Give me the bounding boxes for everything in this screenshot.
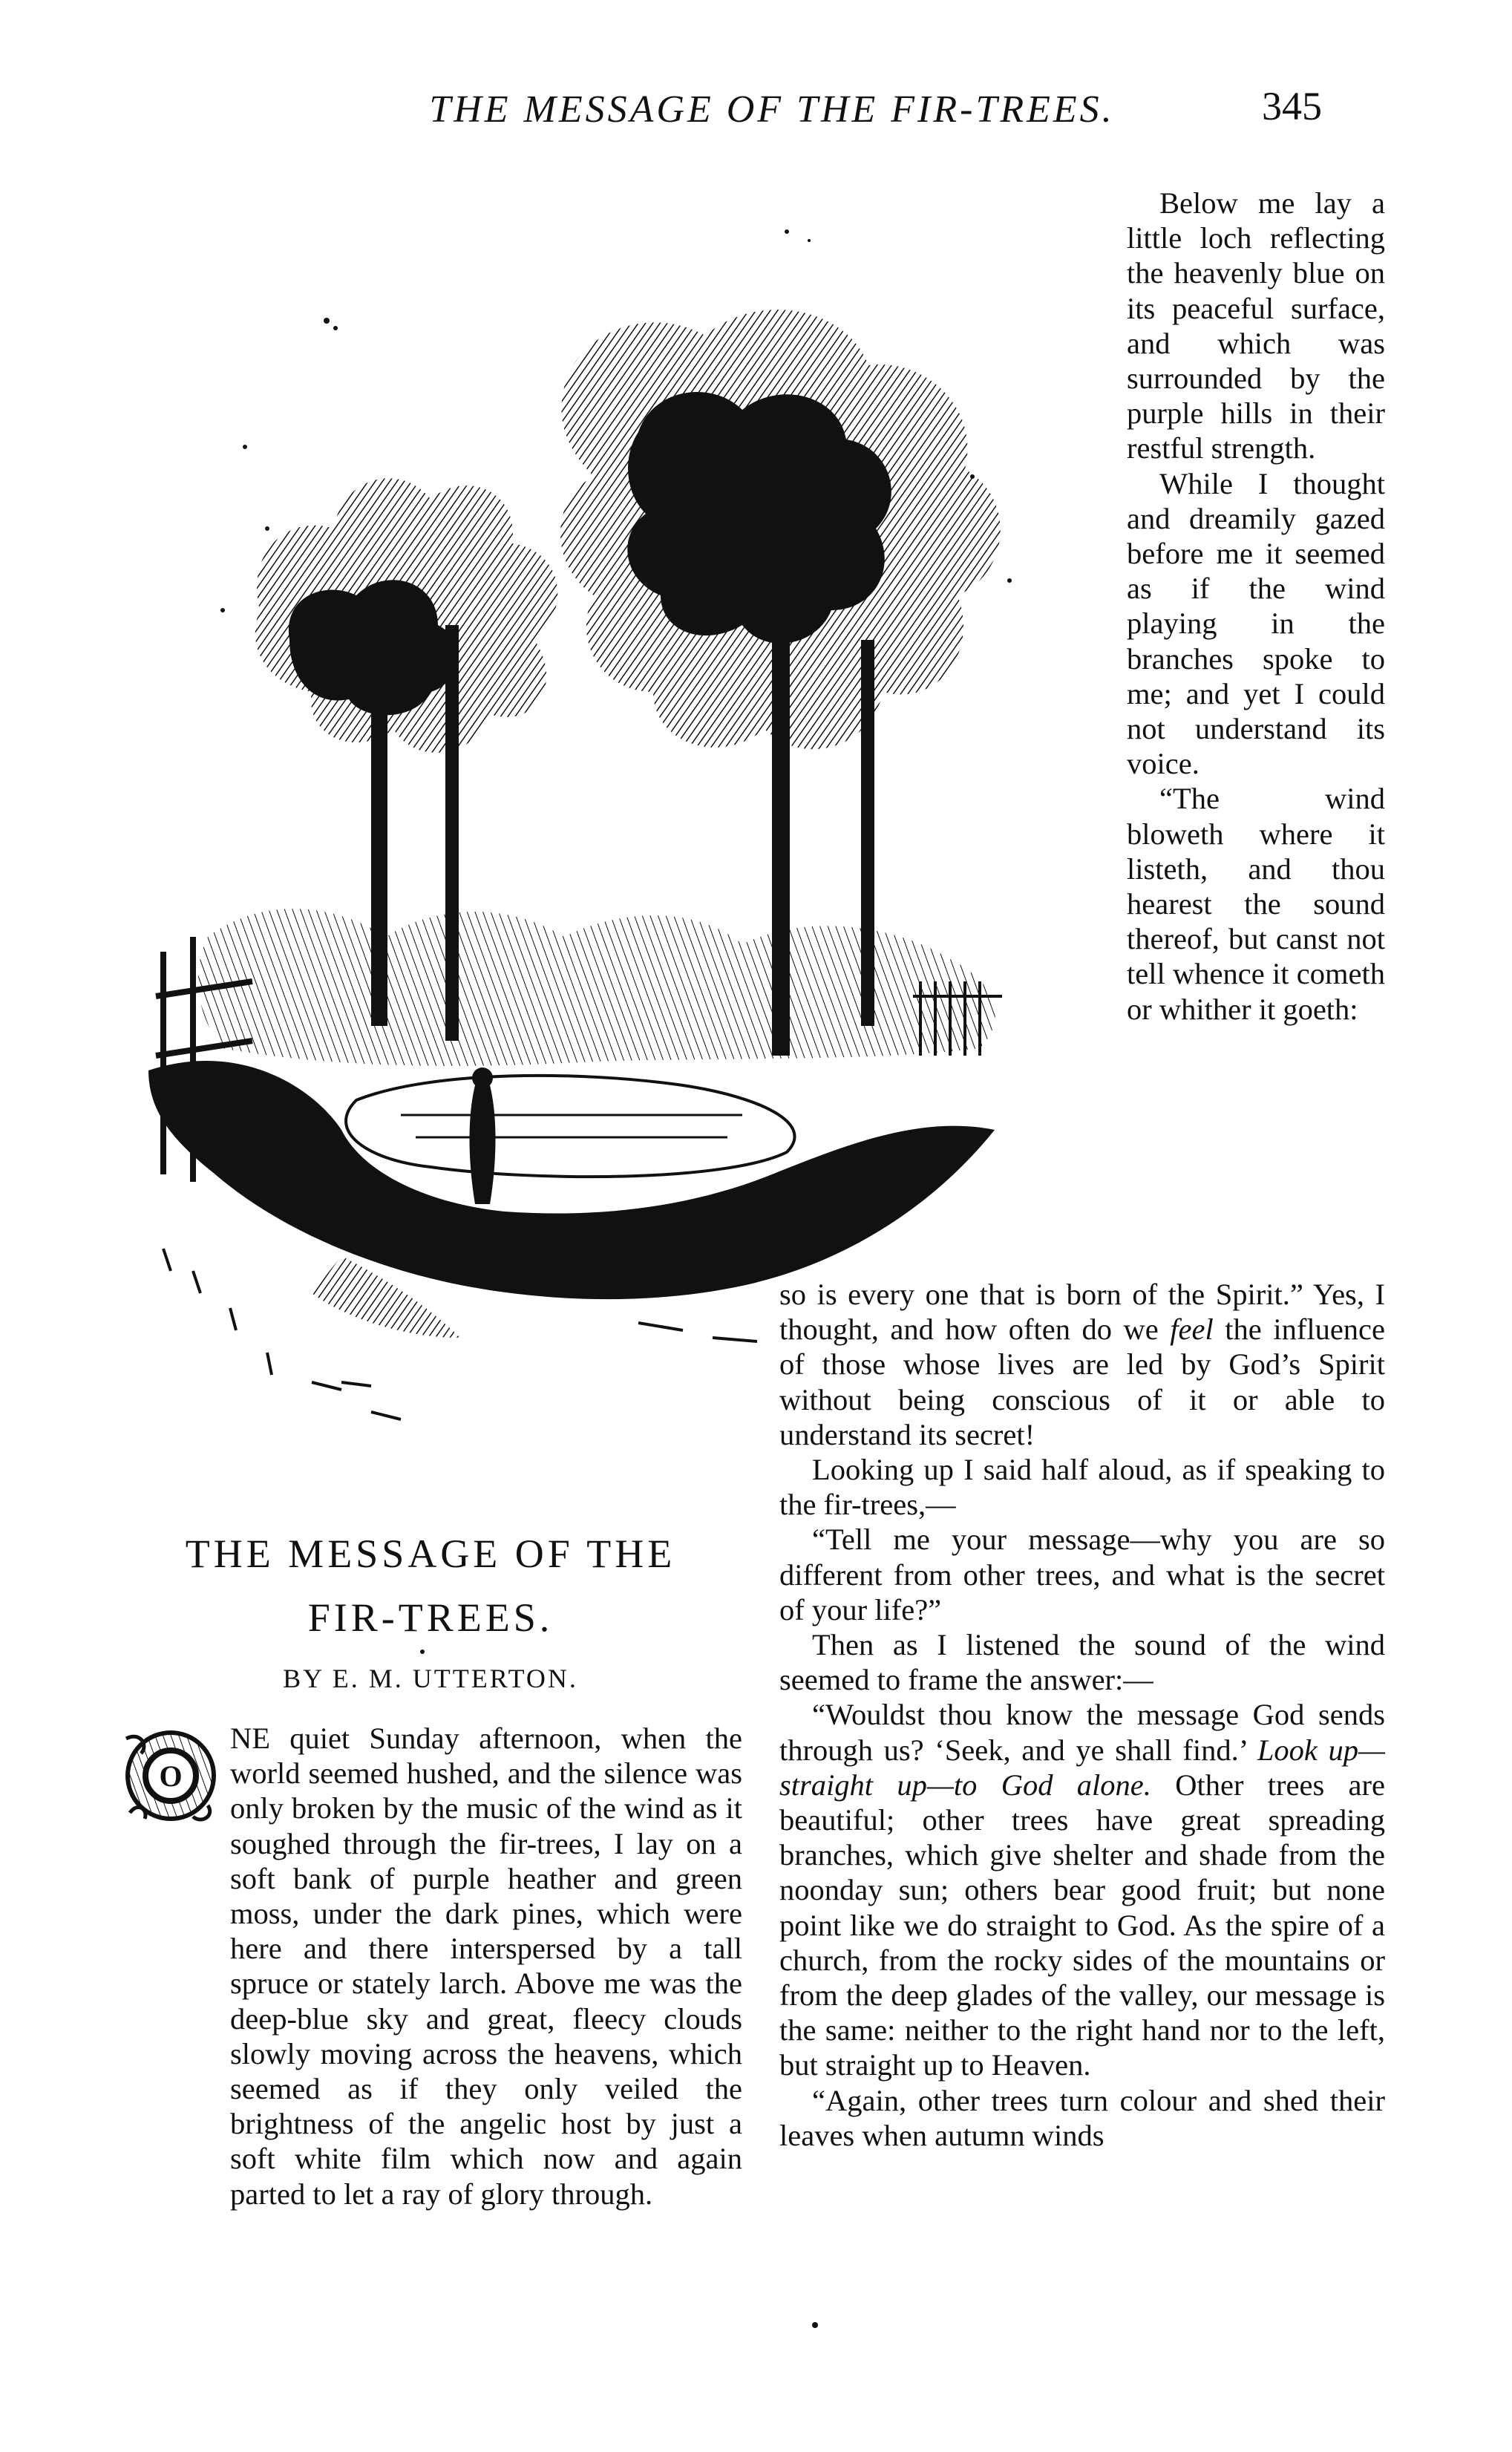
byline-ornament-icon (420, 1650, 425, 1654)
paragraph: Looking up I said half aloud, as if speaking to the fir-trees,— (779, 1453, 1385, 1522)
printer-mark-icon (812, 2322, 818, 2328)
title-line: FIR-TREES. (307, 1595, 554, 1640)
paragraph: Then as I listened the sound of the wind seemed to frame the answer:— (779, 1628, 1385, 1697)
text-run: “Wouldst thou know the message God sends through us? ‘Seek, and ye shall find.’ (779, 1698, 1385, 1767)
title-line: THE MESSAGE OF THE (185, 1531, 676, 1576)
paragraph: While I thought and dreamily gazed before me it seemed as if the wind playing in the branches spoke to me; and yet I could not understand its voice. (1127, 466, 1385, 781)
article-title (119, 1522, 742, 1650)
paragraph: NE quiet Sunday afternoon, when the world seemed hushed, and the silence was only broken by the music of the wind as it soughed through the fir-trees, I lay on a soft bank of purple heather and green moss, under the dark pines, which were here and there interspersed by a tall spruce or stately larch. Above me was the deep-blue sky and great, fleecy clouds slowly moving across the heavens, which seemed as if they only veiled the brightness of the angelic host by just a soft white film which now and again parted to let a ray of glory through. (230, 1722, 742, 2211)
right-column-wide (779, 1277, 1385, 2153)
paragraph: “Tell me your message—why you are so different from other trees, and what is the secret of your life?” (779, 1523, 1385, 1627)
text-run: Other trees are beautiful; other trees have great spreading branches, which give shelter and shade from the noonday sun; others bear good fruit; but none point like we do straight to God. As the spire of a church, from the rocky sides of the mountains or from the deep glades of the valley, our message is the same: neither to the right hand nor to the left, but straight up to Heaven. (779, 1768, 1385, 2082)
page-number: 345 (1262, 84, 1322, 128)
byline: BY E. M. UTTERTON. (283, 1664, 578, 1693)
right-column-narrow (1127, 186, 1385, 1027)
emphasis: feel (1170, 1312, 1214, 1347)
paragraph (779, 1277, 1385, 1452)
emphasis: Look up—straight up—to God alone. (779, 1733, 1385, 1802)
left-column (119, 1721, 742, 2211)
drop-cap-letter: O (159, 1759, 183, 1793)
running-head: THE MESSAGE OF THE FIR-TREES. (429, 88, 1115, 131)
text-run: so is every one that is born of the Spirit.” Yes, I thought, and how often do we (779, 1278, 1385, 1347)
paragraph: “The wind bloweth where it listeth, and thou hearest the sound thereof, but canst not tell whence it cometh or whither it goeth: (1127, 782, 1385, 1026)
text-run: the influence of those whose lives are led by God’s Spirit without being conscious of it or able to understand its secret! (779, 1312, 1385, 1451)
paragraph (779, 1697, 1385, 2082)
paragraph: “Again, other trees turn colour and shed their leaves when autumn winds (779, 2083, 1385, 2152)
paragraph: Below me lay a little loch reflecting the heavenly blue on its peaceful surface, and which was surrounded by the purple hills in their restful strength. (1127, 186, 1385, 465)
